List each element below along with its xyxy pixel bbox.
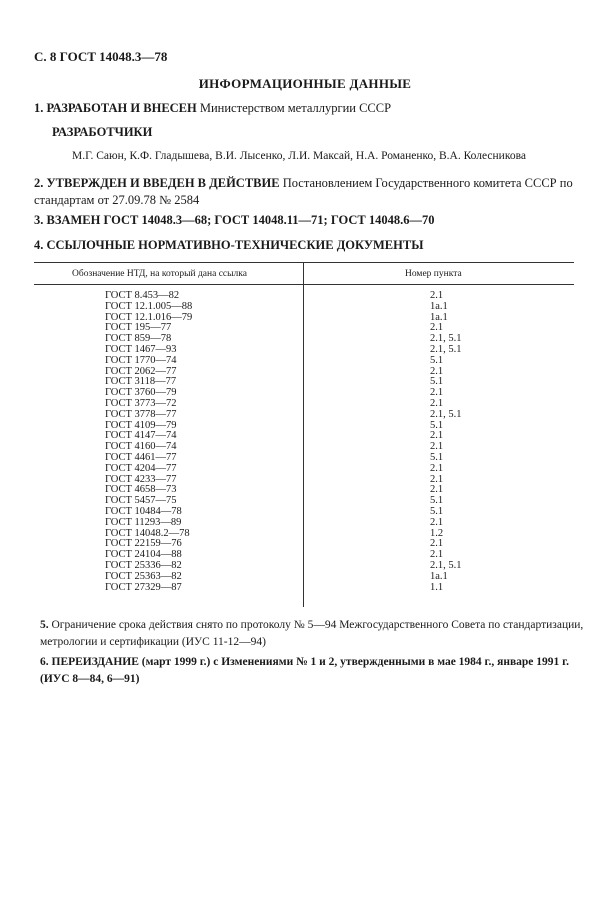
table-row: [0, 518, 610, 529]
developers-list: М.Г. Саюн, К.Ф. Гладышева, В.И. Лысенко, Л.И. Максай, Н.А. Романенко, В.А. Колесникова: [72, 150, 526, 162]
table-row: [0, 334, 610, 345]
table-cell-point: 2.1: [430, 484, 444, 496]
section-2: [34, 175, 584, 209]
table-cell-point: 1.2: [430, 527, 444, 539]
table-row: [0, 388, 610, 399]
section-4-text: ССЫЛОЧНЫЕ НОРМАТИВНО-ТЕХНИЧЕСКИЕ ДОКУМЕНТЫ: [46, 238, 424, 252]
section-6-text: ПЕРЕИЗДАНИЕ (март 1999 г.) с Изменениями № 1 и 2, утвержденными в мае 1984 г., январе 1991 г. (ИУС 8—84, 6—91): [40, 656, 569, 685]
page-title: ИНФОРМАЦИОННЫЕ ДАННЫЕ: [198, 76, 412, 91]
section-6-number: 6.: [40, 656, 49, 668]
table-row: [0, 507, 610, 518]
developers-label: РАЗРАБОТЧИКИ: [52, 125, 153, 139]
table-row: [0, 539, 610, 550]
section-2-number: 2.: [34, 176, 44, 190]
table-row: [0, 356, 610, 367]
table-cell-document: ГОСТ 4658—73: [105, 484, 177, 496]
table-cell-point: 2.1: [430, 322, 444, 334]
table-cell-document: ГОСТ 5457—75: [105, 495, 177, 507]
table-row: [0, 421, 610, 432]
table-row: [0, 323, 610, 334]
table-cell-document: ГОСТ 3118—77: [105, 376, 177, 388]
table-cell-document: ГОСТ 4204—77: [105, 462, 177, 474]
table-cell-point: 1а.1: [430, 311, 448, 323]
table-cell-document: ГОСТ 4147—74: [105, 430, 177, 442]
table-cell-document: ГОСТ 25336—82: [105, 559, 182, 571]
table-cell-point: 5.1: [430, 376, 444, 388]
table-row: [0, 377, 610, 388]
table-row: [0, 550, 610, 561]
table-cell-document: ГОСТ 4160—74: [105, 441, 177, 453]
table-row: [0, 464, 610, 475]
table-cell-document: ГОСТ 2062—77: [105, 365, 177, 377]
table-cell-point: 2.1, 5.1: [430, 408, 462, 420]
table-row: [0, 345, 610, 356]
table-header-rule: [34, 284, 574, 285]
table-cell-point: 2.1: [430, 538, 444, 550]
table-cell-document: ГОСТ 1467—93: [105, 343, 177, 355]
table-cell-point: 1а.1: [430, 300, 448, 312]
table-cell-point: 5.1: [430, 505, 444, 517]
section-4-number: 4.: [34, 238, 44, 252]
table-cell-document: ГОСТ 3760—79: [105, 387, 177, 399]
table-cell-document: ГОСТ 1770—74: [105, 354, 177, 366]
section-3: [34, 212, 434, 229]
table-cell-point: 2.1: [430, 430, 444, 442]
table-top-rule: [34, 262, 574, 263]
section-1-number: 1.: [34, 101, 44, 115]
table-row: [0, 529, 610, 540]
table-cell-point: 2.1: [430, 387, 444, 399]
table-cell-document: ГОСТ 14048.2—78: [105, 527, 190, 539]
table-cell-document: ГОСТ 4109—79: [105, 419, 177, 431]
table-row: [0, 410, 610, 421]
table-cell-point: 1.1: [430, 581, 444, 593]
table-cell-point: 5.1: [430, 495, 444, 507]
section-1-lead: РАЗРАБОТАН И ВНЕСЕН: [46, 101, 197, 115]
table-cell-point: 2.1: [430, 473, 444, 485]
section-1: [34, 100, 391, 117]
table-cell-point: 2.1: [430, 290, 444, 301]
table-row: [0, 302, 610, 313]
table-cell-document: ГОСТ 8.453—82: [105, 290, 180, 301]
section-6: [40, 654, 585, 688]
table-cell-point: 5.1: [430, 419, 444, 431]
table-cell-document: ГОСТ 22159—76: [105, 538, 182, 550]
section-5-text: Ограничение срока действия снято по протоколу № 5—94 Межгосударственного Совета по стандартизации, метрологии и сертификации (ИУС 11-12—94): [40, 619, 584, 648]
table-cell-document: ГОСТ 4461—77: [105, 451, 177, 463]
table-cell-point: 2.1: [430, 516, 444, 528]
table-cell-point: 5.1: [430, 354, 444, 366]
table-cell-document: ГОСТ 4233—77: [105, 473, 177, 485]
section-5-number: 5.: [40, 619, 49, 631]
table-cell-document: ГОСТ 195—77: [105, 322, 172, 334]
section-2-lead: УТВЕРЖДЕН И ВВЕДЕН В ДЕЙСТВИЕ: [46, 176, 280, 190]
table-cell-document: ГОСТ 24104—88: [105, 549, 182, 561]
table-cell-point: 2.1, 5.1: [430, 559, 462, 571]
table-cell-document: ГОСТ 11293—89: [105, 516, 182, 528]
table-cell-point: 2.1: [430, 441, 444, 453]
table-cell-point: 1а.1: [430, 570, 448, 582]
table-cell-point: 2.1: [430, 365, 444, 377]
table-cell-point: 2.1, 5.1: [430, 343, 462, 355]
table-row: [0, 583, 610, 594]
section-4: [34, 237, 423, 254]
section-2-text: Постановлением Государственного комитета СССР по стандартам от 27.09.78 № 2584: [34, 176, 573, 207]
table-cell-document: ГОСТ 12.1.005—88: [105, 300, 193, 312]
table-cell-point: 2.1: [430, 549, 444, 561]
table-row: [0, 291, 610, 302]
table-row: [0, 453, 610, 464]
table-cell-document: ГОСТ 27329—87: [105, 581, 182, 593]
reference-table-body: [0, 291, 610, 593]
table-cell-point: 2.1, 5.1: [430, 333, 462, 345]
table-row: [0, 572, 610, 583]
table-cell-document: ГОСТ 3778—77: [105, 408, 177, 420]
table-header-point: Номер пункта: [405, 269, 462, 279]
table-cell-document: ГОСТ 859—78: [105, 333, 172, 345]
table-cell-point: 2.1: [430, 462, 444, 474]
table-cell-document: ГОСТ 25363—82: [105, 570, 182, 582]
table-row: [0, 399, 610, 410]
table-row: [0, 475, 610, 486]
table-cell-document: ГОСТ 3773—72: [105, 397, 177, 409]
table-header-document: Обозначение НТД, на который дана ссылка: [72, 269, 247, 279]
table-row: [0, 496, 610, 507]
page-header: С. 8 ГОСТ 14048.3—78: [34, 49, 168, 64]
table-cell-point: 5.1: [430, 451, 444, 463]
section-1-text: Министерством металлургии СССР: [199, 101, 392, 115]
section-3-text: ВЗАМЕН ГОСТ 14048.3—68; ГОСТ 14048.11—71; ГОСТ 14048.6—70: [46, 213, 435, 227]
table-cell-document: ГОСТ 10484—78: [105, 505, 182, 517]
table-cell-document: ГОСТ 12.1.016—79: [105, 311, 193, 323]
table-cell-point: 2.1: [430, 397, 444, 409]
section-3-number: 3.: [34, 213, 44, 227]
table-row: [0, 431, 610, 442]
table-row: [0, 485, 610, 496]
table-row: [0, 442, 610, 453]
table-row: [0, 313, 610, 324]
table-row: [0, 367, 610, 378]
section-5: [40, 617, 585, 651]
table-row: [0, 561, 610, 572]
